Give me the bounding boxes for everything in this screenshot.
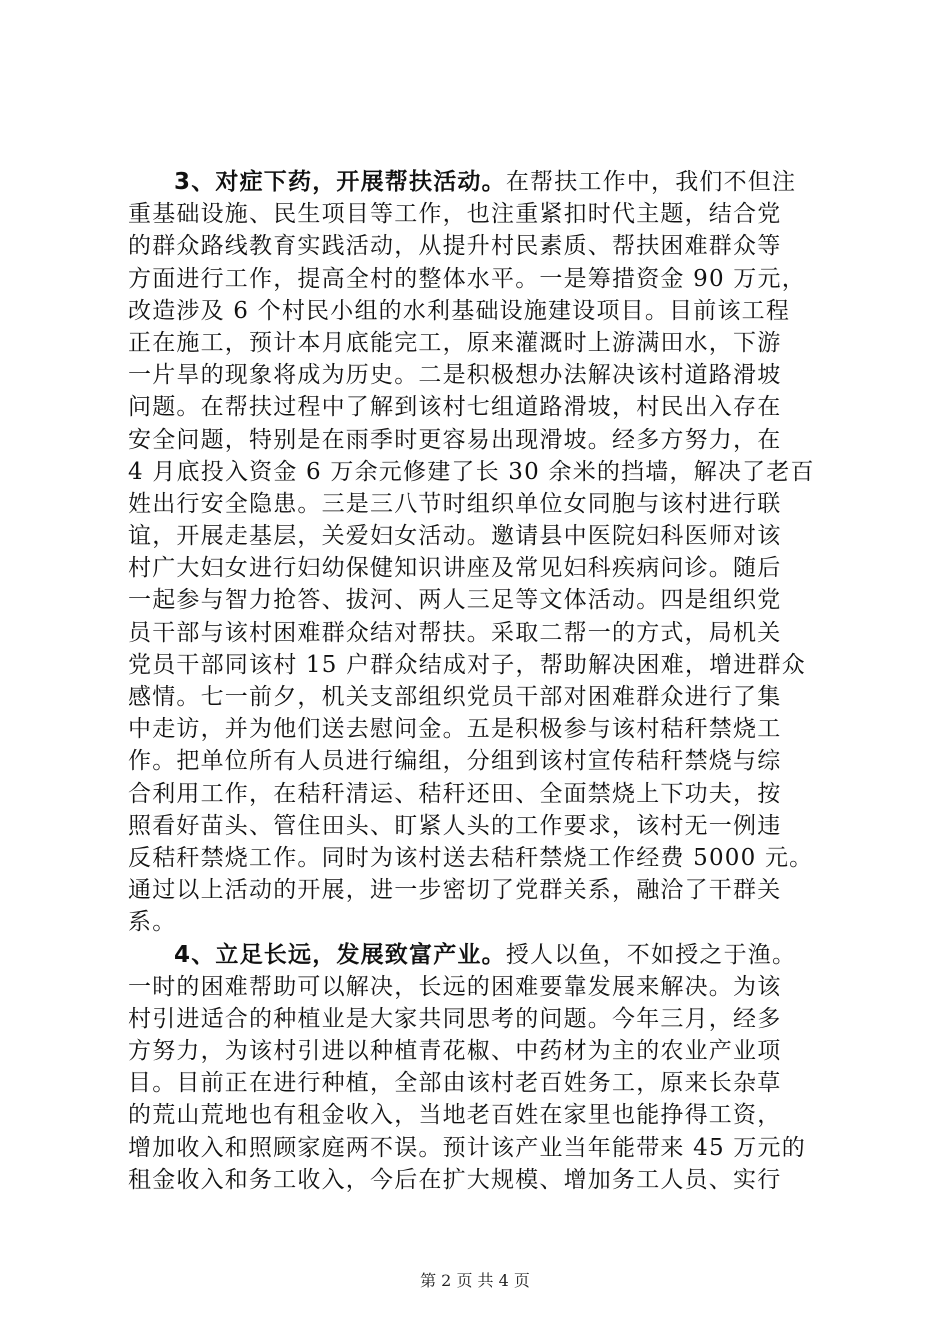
text-line: 方面进行工作，提高全村的整体水平。一是筹措资金 90 万元，: [128, 265, 806, 292]
paragraph-4-first-line: [128, 939, 830, 971]
text-line: 谊，开展走基层，关爱妇女活动。邀请县中医院妇科医师对该: [128, 523, 782, 550]
text-line: 4 月底投入资金 6 万余元修建了长 30 余米的挡墙，解决了老百: [128, 458, 815, 485]
paragraph-3-first-line: [128, 166, 830, 198]
text-line: 一起参与智力抢答、拔河、两人三足等文体活动。四是组织党: [128, 587, 782, 614]
paragraph-4-heading: 4、立足长远，发展致富产业。: [174, 941, 506, 968]
text-line: 村引进适合的种植业是大家共同思考的问题。今年三月，经多: [128, 1005, 782, 1032]
text-line: 系。: [128, 909, 177, 936]
text-line: 反秸秆禁烧工作。同时为该村送去秸秆禁烧工作经费 5000 元。: [128, 844, 814, 871]
text-line: 村广大妇女进行妇幼保健知识讲座及常见妇科疾病问诊。随后: [128, 555, 782, 582]
text-line: 方努力，为该村引进以种植青花椒、中药材为主的农业产业项: [128, 1038, 782, 1065]
text-line: 的群众路线教育实践活动，从提升村民素质、帮扶困难群众等: [128, 233, 782, 260]
text-line: 党员干部同该村 15 户群众结成对子，帮助解决困难，增进群众: [128, 651, 806, 678]
text-line: 正在施工，预计本月底能完工，原来灌溉时上游满田水，下游: [128, 329, 782, 356]
text-line: 改造涉及 6 个村民小组的水利基础设施建设项目。目前该工程: [128, 297, 791, 324]
page-footer: 第 2 页 共 4 页: [420, 1271, 530, 1290]
paragraph-3-heading: 3、对症下药，开展帮扶活动。: [174, 169, 506, 195]
text-line: 姓出行安全隐患。三是三八节时组织单位女同胞与该村进行联: [128, 490, 782, 517]
text-line: 重基础设施、民生项目等工作，也注重紧扣时代主题，结合党: [128, 201, 782, 228]
text-line: 一时的困难帮助可以解决，长远的困难要靠发展来解决。为该: [128, 973, 782, 1000]
text-line: 安全问题，特别是在雨季时更容易出现滑坡。经多方努力，在: [128, 426, 782, 453]
text-line: 问题。在帮扶过程中了解到该村七组道路滑坡，村民出入存在: [128, 394, 782, 421]
text-line: 授人以鱼，不如授之于渔。: [505, 941, 797, 968]
text-line: 照看好苗头、管住田头、盯紧人头的工作要求，该村无一例违: [128, 812, 782, 839]
body-text: [128, 166, 830, 1196]
text-line: 中走访，并为他们送去慰问金。五是积极参与该村秸秆禁烧工: [128, 716, 782, 743]
text-line: 增加收入和照顾家庭两不误。预计该产业当年能带来 45 万元的: [128, 1134, 806, 1161]
text-line: 感情。七一前夕，机关支部组织党员干部对困难群众进行了集: [128, 684, 782, 710]
text-line: 目。目前正在进行种植，全部由该村老百姓务工，原来长杂草: [128, 1070, 782, 1097]
text-line: 一片旱的现象将成为历史。二是积极想办法解决该村道路滑坡: [128, 362, 782, 389]
text-line: 员干部与该村困难群众结对帮扶。采取二帮一的方式，局机关: [128, 619, 782, 646]
text-line: 通过以上活动的开展，进一步密切了党群关系，融洽了干群关: [128, 877, 782, 904]
text-line: 作。把单位所有人员进行编组，分组到该村宣传秸秆禁烧与综: [128, 748, 782, 775]
text-line: 的荒山荒地也有租金收入，当地老百姓在家里也能挣得工资，: [128, 1102, 782, 1129]
text-line: 在帮扶工作中，我们不但注: [505, 169, 797, 195]
text-line: 合利用工作，在秸秆清运、秸秆还田、全面禁烧上下功夫，按: [128, 780, 782, 807]
text-line: 租金收入和务工收入，今后在扩大规模、增加务工人员、实行: [128, 1166, 782, 1193]
